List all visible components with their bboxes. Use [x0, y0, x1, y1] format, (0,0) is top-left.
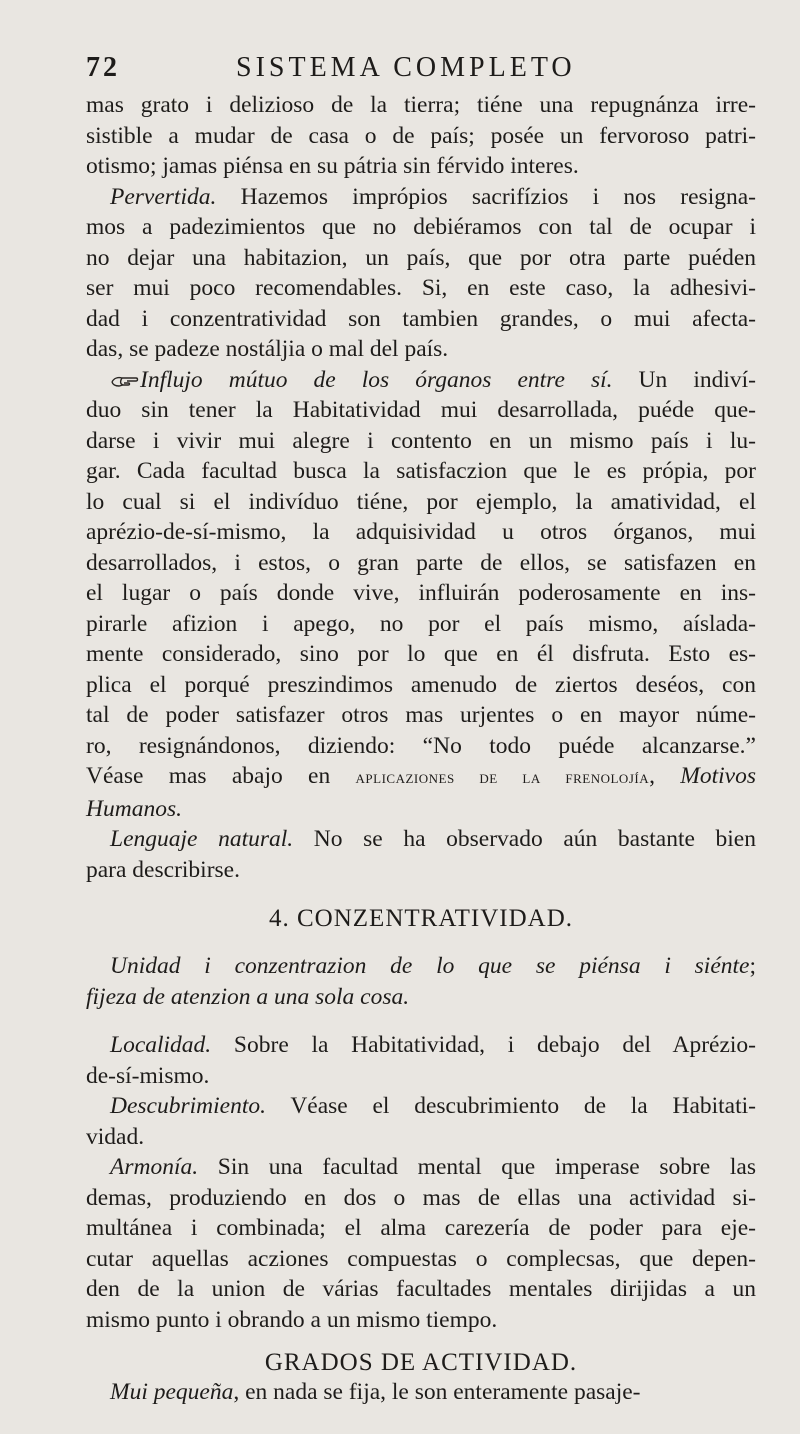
text-line [86, 1152, 756, 1183]
text-line: desarrollados, i estos, o gran parte de ellos, se satisfazen en [86, 549, 756, 576]
definition-conzentratividad [86, 951, 756, 1012]
term-localidad: Localidad. [110, 1032, 212, 1058]
text-run: , en nada se fija, le son enteramente pasaje- [233, 1379, 641, 1405]
term-descubrimiento: Descubrimiento. [110, 1093, 266, 1119]
text-line: mente considerado, sino por lo que en él disfruta. Esto es- [86, 641, 756, 667]
definition-text: fijeza de atenzion a una sola cosa. [86, 983, 410, 1010]
paragraph-influjo [86, 365, 756, 825]
paragraph-descubrimiento [86, 1091, 756, 1152]
text-line: lo cual si el indivíduo tiéne, por ejemplo, la amatividad, el [86, 488, 756, 515]
text-line: sistible a mudar de casa o de país; posée un fervoroso patri- [86, 122, 756, 149]
section-heading-grados: GRADOS DE ACTIVIDAD. [264, 1349, 578, 1376]
text-line: duo sin tener la Habitatividad mui desarrollada, puéde que- [86, 397, 756, 423]
text-line: ro, resignándonos, diziendo: “No todo puéde alcanzarse.” [86, 732, 756, 759]
text-run: , [649, 763, 681, 789]
text-line [86, 1377, 756, 1408]
term-pervertida: Pervertida. [110, 183, 217, 210]
text-line: mismo punto i obrando a un mismo tiempo. [86, 1306, 498, 1333]
term-armonia: Armonía. [110, 1154, 199, 1180]
text-line: para describirse. [86, 856, 240, 883]
reference-title-cont: Humanos. [86, 795, 182, 822]
paragraph-pervertida [86, 182, 756, 365]
paragraph-lenguaje [86, 824, 756, 885]
text-run: Un indiví- [612, 366, 756, 393]
reference-title: Motivos [680, 763, 757, 789]
text-line [86, 824, 756, 855]
text-line: gar. Cada facultad busca la satisfaczion que le es própia, por [86, 458, 756, 484]
term-influjo: Influjo mútuo de los órganos entre sí. [140, 366, 613, 393]
paragraph-habitatividad-end [86, 90, 756, 182]
text-line [86, 1030, 756, 1061]
pointing-hand-icon [110, 373, 140, 389]
text-line [86, 951, 756, 982]
cross-reference: aplicaziones de la frenolojía [355, 767, 650, 788]
text-line: demas, produziendo en dos o mas de ellas una actividad si- [86, 1184, 756, 1211]
text-line: cutar aquellas acziones compuestas o complecsas, que depen- [86, 1245, 756, 1272]
text-line: de-sí-mismo. [86, 1062, 210, 1089]
text-line [86, 365, 756, 396]
text-line: den de la union de várias facultades mentales dirijidas a un [86, 1276, 756, 1302]
text-run: Véase el descubrimiento de la Habitati- [266, 1093, 756, 1119]
page-header [86, 52, 756, 90]
text-line [86, 982, 756, 1013]
text-line [86, 761, 756, 794]
page-number: 72 [86, 52, 120, 83]
text-line: ser mui poco recomendables. Si, en este caso, la adhesivi- [86, 275, 756, 301]
paragraph-mui-pequena [86, 1377, 756, 1408]
text-run: Véase mas abajo en [86, 763, 356, 789]
text-line: mas grato i delizioso de la tierra; tiéne una repugnánza irre- [86, 92, 756, 118]
text-run: Hazemos imprópios sacrifízios i nos resigna- [216, 183, 756, 210]
text-line: no dejar una habitazion, un país, que por otra parte puéden [86, 244, 756, 271]
running-title: SISTEMA COMPLETO [236, 52, 576, 83]
text-line: pirarle afizion i apego, no por el país mismo, aíslada- [86, 610, 756, 637]
text-run: Sin una facultad mental que imperase sobre las [198, 1154, 756, 1180]
text-line: otismo; jamas piénsa en su pátria sin férvido interes. [86, 153, 579, 179]
paragraph-armonia [86, 1152, 756, 1335]
text-line: aprézio-de-sí-mismo, la adquisividad u otros órganos, mui [86, 519, 756, 545]
text-line: darse i vivir mui alegre i contento en un mismo país i lu- [86, 427, 756, 454]
text-run: ; [749, 953, 756, 979]
term-mui-pequena: Mui pequeña [110, 1379, 234, 1405]
text-line [86, 1091, 756, 1122]
text-line: plica el porqué preszindimos amenudo de ziertos deséos, con [86, 671, 756, 698]
section-heading-conzentratividad: 4. CONZENTRATIVIDAD. [269, 905, 573, 932]
text-line: dad i conzentratividad son tambien grandes, o mui afecta- [86, 305, 756, 332]
text-line [86, 182, 756, 213]
text-line [86, 794, 756, 825]
text-line: el lugar o país donde vive, influirán poderosamente en ins- [86, 580, 756, 606]
text-line: tal de poder satisfazer otros mas urjentes o en mayor núme- [86, 702, 756, 728]
term-lenguaje: Lenguaje natural. [110, 826, 294, 852]
definition-text: Unidad i conzentrazion de lo que se piénsa i siénte [110, 953, 750, 979]
text-line: mos a padezimientos que no debiéramos con tal de ocupar i [86, 214, 756, 240]
text-run: No se ha observado aún bastante bien [293, 826, 756, 852]
text-run: Sobre la Habitatividad, i debajo del Aprézio- [211, 1032, 756, 1058]
text-line: vidad. [86, 1123, 145, 1150]
text-line: multánea i combinada; el alma carezería de poder para eje- [86, 1215, 756, 1241]
text-line: das, se padeze nostáljia o mal del país. [86, 336, 449, 362]
paragraph-localidad [86, 1030, 756, 1091]
